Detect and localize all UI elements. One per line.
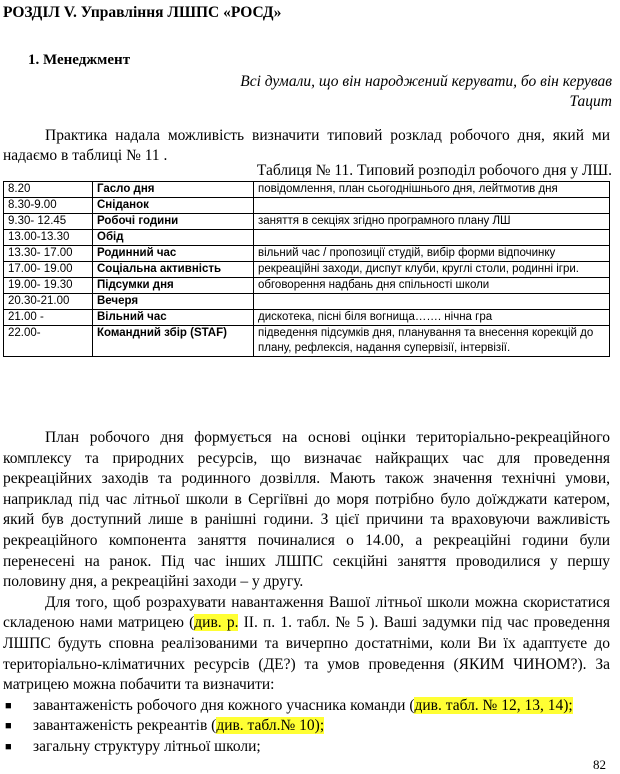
row-time: 9.30- 12.45 (4, 214, 93, 230)
page-number: 82 (593, 757, 606, 772)
subsection-heading: 1. Менеджмент (28, 52, 131, 68)
list-item-text: завантаженість робочого дня кожного учасника команди ( (33, 696, 415, 714)
row-description (254, 230, 610, 246)
table-row (4, 262, 610, 278)
row-activity: Робочі години (93, 214, 254, 230)
row-activity: Соціальна активність (93, 262, 254, 278)
row-description: підведення підсумків дня, планування та внесення корекцій до плану, рефлексія, надання супервізії, інтервізії. (254, 326, 610, 357)
epigraph (192, 72, 612, 112)
paragraph-matrix (3, 593, 610, 696)
reference-highlight: див. табл.№ 10); (216, 717, 325, 735)
row-time: 22.00- (4, 326, 93, 357)
paragraph-matrix-after: ІІ. п. 1. табл. № 5 ). Ваші задумки під час проведення ЛШПС будуть сповна реалізованими та вичерпно достатніми, коли Ви їх адаптуєте до територіально-кліматичних ресурсів (ДЕ?) та умов проведення (ЯКИМ ЧИНОМ?). За матрицею можна побачити та визначити: (3, 614, 610, 694)
epigraph-quote: Всі думали, що він народжений керувати, бо він керував (240, 73, 612, 90)
row-time: 21.00 - (4, 310, 93, 326)
row-activity: Командний збір (STAF) (93, 326, 254, 357)
paragraph-matrix-before: Для того, щоб розрахувати навантаження Вашої літньої школи можна скористатися складеною нами матрицею ( (3, 593, 610, 632)
schedule-table (3, 181, 610, 357)
row-time: 13.00-13.30 (4, 230, 93, 246)
row-time: 13.30- 17.00 (4, 246, 93, 262)
epigraph-author: Тацит (569, 93, 612, 110)
row-activity: Родинний час (93, 246, 254, 262)
row-time: 20.30-21.00 (4, 294, 93, 310)
table-row (4, 214, 610, 230)
list-item (3, 696, 610, 717)
row-activity: Сніданок (93, 198, 254, 214)
table-caption: Таблиця № 11. Типовий розподіл робочого дня у ЛШ. (256, 162, 612, 179)
table-row (4, 278, 610, 294)
table-row (4, 230, 610, 246)
row-description: повідомлення, план сьогоднішнього дня, лейтмотив дня (254, 182, 610, 198)
row-time: 17.00- 19.00 (4, 262, 93, 278)
table-row (4, 310, 610, 326)
table-row (4, 198, 610, 214)
row-time: 8.30-9.00 (4, 198, 93, 214)
table-row (4, 246, 610, 262)
bullet-list (3, 696, 610, 758)
row-time: 19.00- 19.30 (4, 278, 93, 294)
row-description (254, 294, 610, 310)
row-activity: Гасло дня (93, 182, 254, 198)
table-row (4, 182, 610, 198)
bullet-icon: ■ (5, 740, 12, 753)
bullet-icon: ■ (5, 699, 12, 712)
list-item (3, 737, 610, 758)
list-item-text: загальну структуру літньої школи; (33, 737, 261, 755)
row-description: рекреаційні заходи, диспут клуби, круглі столи, родинні ігри. (254, 262, 610, 278)
list-item-text: завантаженість рекреантів ( (33, 717, 217, 735)
row-activity: Вільний час (93, 310, 254, 326)
paragraph-plan: План робочого дня формується на основі оцінки територіально-рекреаційного комплексу та природних ресурсів, що визначає найкращих час для проведення рекреаційних заходів та родинного дозвілля. Мають також значення технічні умови, наприклад під час літньої школи в Сергіївні до моря потрібно було доїжджати катером, який був доступний лише в ранішні години. З цієї причини та враховуючи важливість рекреаційного компонента заняття починалися о 14.00, а рекреаційні години були перенесені на ранок. Під час інших ЛШПС секційні заняття проводилися у першу половину дня, а рекреаційні заходи – у другу. (3, 429, 610, 591)
list-item (3, 716, 610, 737)
row-activity: Обід (93, 230, 254, 246)
body-text (3, 428, 610, 758)
row-description (254, 198, 610, 214)
table-row (4, 326, 610, 357)
row-description: вільний час / пропозиції студій, вибір форми відпочинку (254, 246, 610, 262)
row-description: дискотека, пісні біля вогнища……. нічна гра (254, 310, 610, 326)
reference-highlight: див. р. (194, 614, 239, 632)
row-description: заняття в секціях згідно програмного плану ЛШ (254, 214, 610, 230)
row-activity: Вечеря (93, 294, 254, 310)
intro-paragraph: Практика надала можливість визначити типовий розклад робочого дня, який ми надаємо в таблиці № 11 . (3, 127, 610, 164)
reference-highlight: див. табл. № 12, 13, 14); (414, 696, 573, 714)
table-row (4, 294, 610, 310)
row-description: обговорення надбань дня спільності школи (254, 278, 610, 294)
row-time: 8.20 (4, 182, 93, 198)
section-heading: РОЗДІЛ V. Управління ЛШПС «РОСД» (3, 4, 282, 21)
bullet-icon: ■ (5, 720, 12, 733)
row-activity: Підсумки дня (93, 278, 254, 294)
